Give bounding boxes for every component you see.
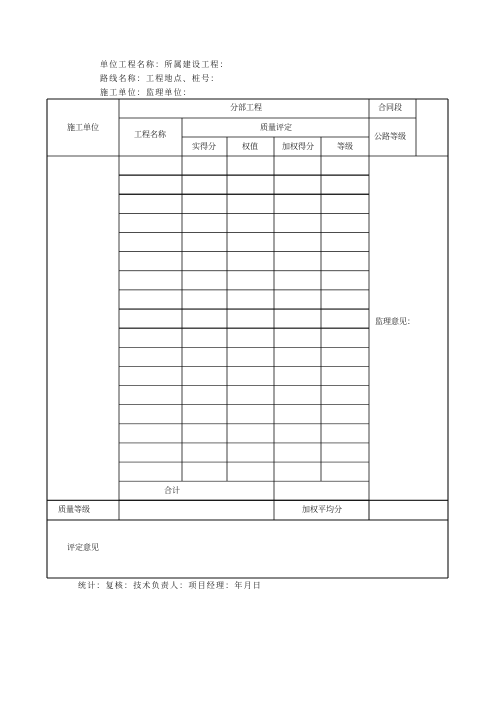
project-name-label: 工程名称 — [134, 130, 166, 139]
subheader-weight: 权值 — [242, 142, 258, 151]
highway-grade-label: 公路等级 — [374, 132, 406, 141]
total-label: 合计 — [164, 486, 180, 495]
subsection-project-label: 分部工程 — [230, 103, 262, 112]
quality-assessment-label: 质量评定 — [260, 123, 292, 132]
construction-unit-label: 施工单位 — [67, 123, 99, 132]
table-grid-lines — [47, 99, 448, 578]
subheader-grade: 等级 — [337, 142, 353, 151]
contract-section-label: 合同段 — [378, 103, 402, 112]
assessment-opinion-label: 评定意见 — [67, 543, 99, 552]
header-line-project: 单位工程名称：所属建设工程： — [100, 60, 229, 69]
supervision-opinion-label: 监理意见： — [375, 317, 415, 326]
header-line-route: 路线名称：工程地点、桩号： — [100, 74, 220, 83]
weighted-average-label: 加权平均分 — [302, 505, 342, 514]
footer-signatures: 统计：复核：技术负责人：项目经理：年月日 — [78, 581, 262, 590]
quality-grade-label: 质量等级 — [58, 505, 90, 514]
subheader-actual-score: 实得分 — [192, 142, 216, 151]
subheader-weighted-score: 加权得分 — [282, 142, 314, 151]
header-line-units: 施工单位：监理单位： — [100, 88, 192, 97]
